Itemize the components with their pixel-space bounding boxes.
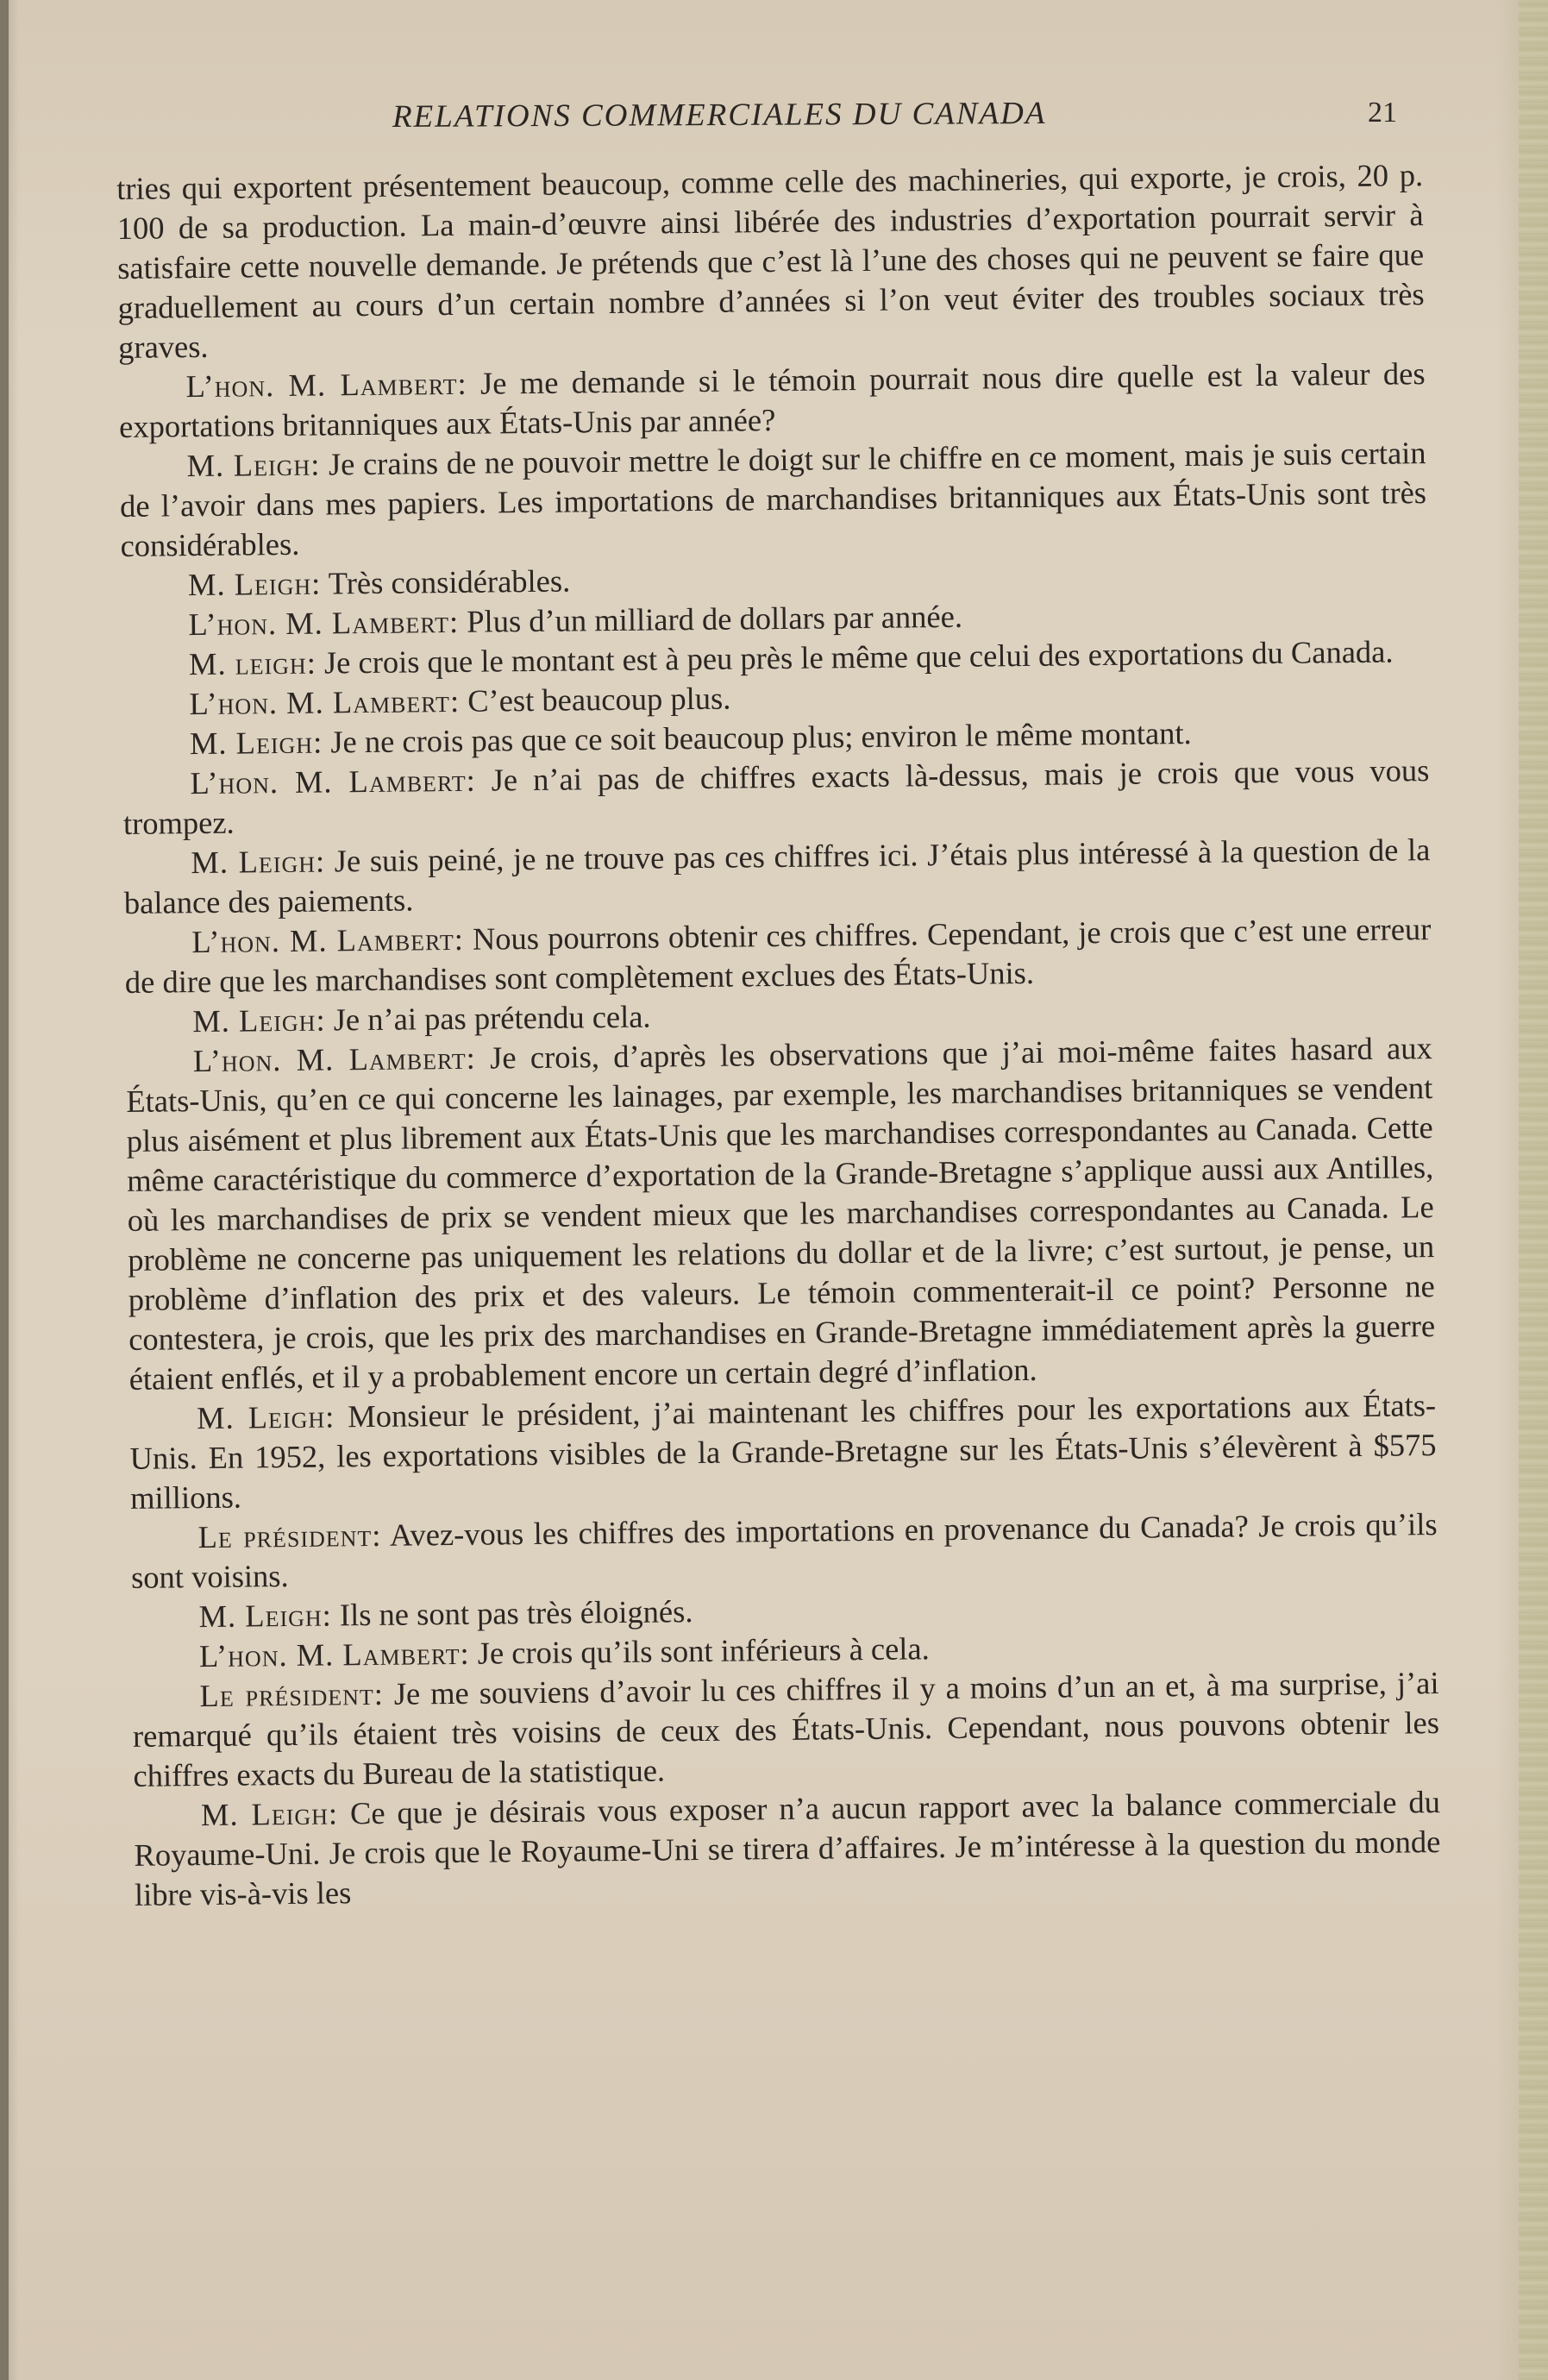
speaker-name: Le président:	[199, 1675, 385, 1714]
speaker-name: Le président:	[197, 1517, 382, 1555]
paragraph	[126, 1028, 1436, 1399]
paragraph	[123, 830, 1431, 923]
speaker-name: M. Leigh:	[192, 1002, 326, 1039]
speaker-name: L’hon. M. Lambert:	[191, 920, 465, 960]
paragraph	[129, 1385, 1437, 1518]
paragraph	[134, 1782, 1441, 1915]
paragraph-text: Je me souviens d’avoir lu ces chiffres il y a moins d’un an et, à ma surprise, j’ai remarqué qu’ils étaient très voisins de ceux des États-Unis. Cependant, nous pouvons obtenir les chiffres exacts du Bureau de la statistique.	[132, 1665, 1440, 1793]
paragraph	[119, 433, 1426, 566]
speaker-name: L’hon. M. Lambert:	[190, 762, 476, 801]
speaker-name: L’hon. M. Lambert:	[192, 1039, 477, 1079]
page-number: 21	[1368, 97, 1397, 129]
page-edge	[1519, 0, 1548, 2380]
speaker-name: M. Leigh:	[189, 724, 323, 762]
speaker-name: L’hon. M. Lambert:	[189, 682, 461, 722]
paragraph-text: Ils ne sont pas très éloignés.	[331, 1593, 693, 1633]
paragraph	[122, 750, 1430, 844]
paragraph-text: Je crois qu’ils sont inférieurs à cela.	[469, 1630, 930, 1671]
paragraph-text: Je crains de ne pouvoir mettre le doigt sur le chiffre en ce moment, mais je suis certain de l’avoir dans mes papiers. Les importations de marchandises britanniques aux États-Unis sont très considérables.	[119, 435, 1427, 563]
paragraph-text: Avez-vous les chiffres des importations en provenance du Canada? Je crois qu’ils sont voisins.	[130, 1506, 1438, 1595]
paragraph-text: Très considérables.	[321, 562, 571, 601]
paragraph-text: C’est beaucoup plus.	[459, 680, 731, 719]
speaker-name: M. Leigh:	[186, 446, 321, 484]
paragraph	[124, 909, 1432, 1002]
paragraph-text: Monsieur le président, j’ai maintenant les chiffres pour les exportations aux États-Unis. En 1952, les exportations visibles de la Grande-Bretagne sur les États-Unis s’élevèrent à $575 millions.	[129, 1387, 1437, 1516]
paragraph-text: Je crois que le montant est à peu près le même que celui des exportations du Canada.	[316, 633, 1394, 681]
paragraph	[118, 354, 1426, 447]
paragraph-text: Je ne crois pas que ce soit beaucoup plus; environ le même montant.	[322, 714, 1192, 760]
paragraph-text: Nous pourrons obtenir ces chiffres. Cependant, je crois que c’est une erreur de dire que les marchandises sont complètement exclues des États-Unis.	[124, 911, 1432, 1000]
binding-edge	[0, 0, 9, 2380]
paragraph-text: Je crois, d’après les observations que j’ai moi-même faites hasard aux États-Unis, qu’en ce qui concerne les lainages, par exemple, les marchandises britanniques se vendent plus aisément et plus librement aux États-Unis que les marchandises correspondantes au Canada. Cette même caractéristique du commerce d’exportation de la Grande-Bretagne s’applique aussi aux Antilles, où les marchandises de prix se vendent mieux que les marchandises correspondantes au Canada. Le problème ne concerne pas uniquement les relations du dollar et de la livre; c’est surtout, je pense, un problème d’inflation des prix et des valeurs. Le témoin commenterait-il ce point? Personne ne contestera, je crois, que les prix des marchandises en Grande-Bretagne immédiatement après la guerre étaient enflés, et il y a probablement encore un certain degré d’inflation.	[126, 1030, 1436, 1397]
speaker-name: M. Leigh:	[187, 565, 322, 603]
speaker-name: M. Leigh:	[191, 843, 326, 881]
running-title: RELATIONS COMMERCIALES DU CANADA	[392, 96, 1047, 135]
paragraph-text: Je me demande si le témoin pourrait nous dire quelle est la valeur des exportations britanniques aux États-Unis par année?	[118, 355, 1426, 444]
page-header	[112, 97, 1397, 148]
paragraph-text: Je suis peiné, je ne trouve pas ces chiffres ici. J’étais plus intéressé à la question de la balance des paiements.	[123, 832, 1431, 920]
speaker-name: L’hon. M. Lambert:	[185, 365, 467, 405]
paragraph	[130, 1504, 1438, 1598]
paragraph	[116, 155, 1425, 367]
paragraph-text: tries qui exportent présentement beaucoup, comme celle des machineries, qui exporte, je crois, 20 p. 100 de sa production. La main-d’œuvre ainsi libérée des industries d’exportation pourrait servir à satisfaire cette nouvelle demande. Je prétends que c’est là l’une des choses qui ne peuvent se faire que graduellement au cours d’un certain nombre d’années si l’on veut éviter des troubles sociaux très graves.	[116, 157, 1425, 365]
paragraph-text: Je n’ai pas prétendu cela.	[325, 998, 651, 1038]
speaker-name: M. leigh:	[188, 644, 317, 682]
paragraph-text: Je n’ai pas de chiffres exacts là-dessus, mais je crois que vous vous trompez.	[122, 752, 1430, 841]
paragraph-text: Plus d’un milliard de dollars par année.	[458, 598, 963, 639]
speaker-name: M. Leigh:	[196, 1398, 335, 1436]
speaker-name: M. Leigh:	[200, 1795, 339, 1833]
body-text	[116, 155, 1441, 1915]
paragraph	[132, 1663, 1439, 1796]
speaker-name: L’hon. M. Lambert:	[188, 603, 460, 643]
speaker-name: L’hon. M. Lambert:	[198, 1635, 470, 1674]
speaker-name: M. Leigh:	[198, 1597, 333, 1635]
paragraph-text: Ce que je désirais vous exposer n’a aucun rapport avec la balance commerciale du Royaume-Uni. Je crois que le Royaume-Uni se tirera d’affaires. Je m’intéresse à la question du monde libre vis-à-vis les	[134, 1784, 1441, 1912]
